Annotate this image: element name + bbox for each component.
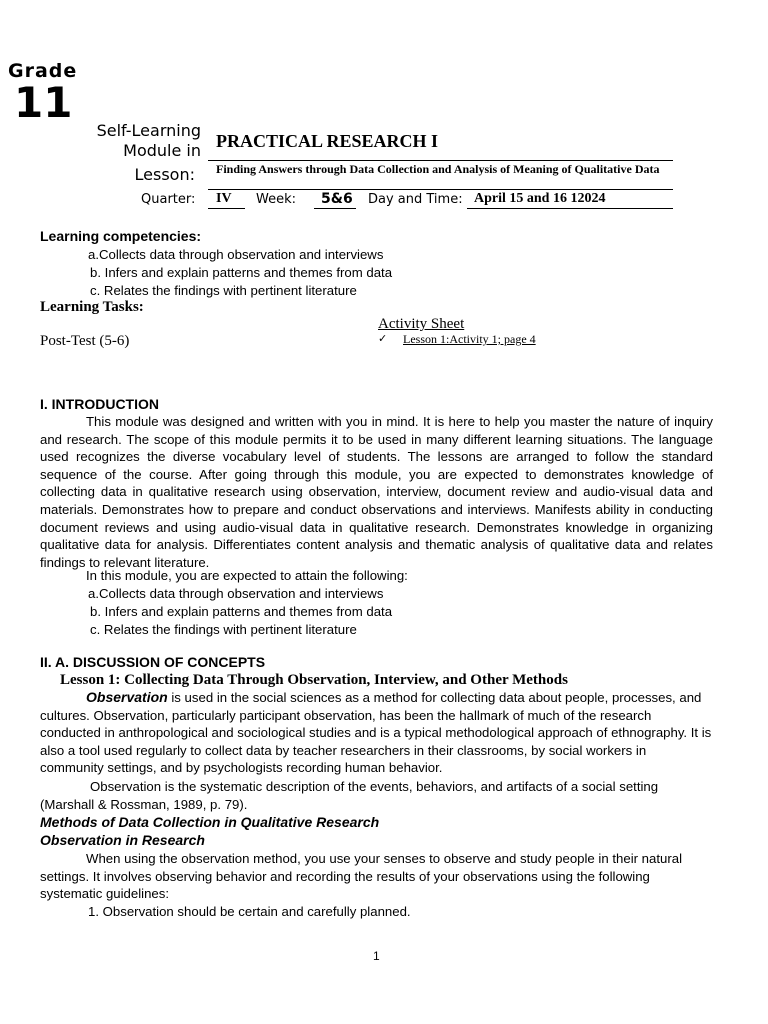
subject-title: PRACTICAL RESEARCH I	[216, 131, 439, 151]
intro-item: a.Collects data through observation and interviews	[88, 586, 384, 601]
activity-sheet-link[interactable]: Activity Sheet	[378, 316, 465, 332]
competency-item: a.Collects data through observation and interviews	[88, 247, 384, 262]
observation-term: Observation	[86, 689, 168, 705]
daytime-value: April 15 and 16 12024	[474, 191, 606, 206]
grade-label: Grade	[8, 60, 78, 82]
grade-number: 11	[14, 78, 73, 127]
discussion-heading: II. A. DISCUSSION OF CONCEPTS	[40, 654, 266, 670]
quarter-label: Quarter:	[141, 192, 196, 207]
intro-item: c. Relates the findings with pertinent literature	[90, 622, 357, 637]
competency-item: b. Infers and explain patterns and themes from data	[90, 265, 393, 280]
lesson-label: Lesson:	[134, 165, 195, 184]
methods-heading: Methods of Data Collection in Qualitative Research	[40, 814, 380, 830]
title-rule	[208, 160, 673, 161]
page-number: 1	[373, 949, 380, 963]
activity-item-link[interactable]: Lesson 1:Activity 1; page 4	[403, 332, 536, 346]
week-rule	[314, 208, 356, 209]
week-label: Week:	[256, 192, 296, 207]
lesson-rule	[208, 189, 673, 190]
expect-line: In this module, you are expected to attain the following:	[86, 568, 408, 583]
post-test-label: Post-Test (5-6)	[40, 333, 130, 349]
week-value: 5&6	[321, 191, 353, 207]
quarter-rule	[208, 208, 245, 209]
guideline-item: 1. Observation should be certain and carefully planned.	[88, 904, 411, 919]
observation-text: is used in the social sciences as a method for collecting data about people, processes, and cultures. Observation, particularly participant observation, has been the hallmark of much of the research conducted in anthropological and sociological studies and is a typical methodological approach of ethnography. It is also a tool used regularly to collect data by teacher researchers in their classrooms, by social workers in community settings, and by psychologists recording human behavior.	[40, 690, 712, 776]
tasks-heading: Learning Tasks:	[40, 299, 144, 315]
competencies-heading: Learning competencies:	[40, 228, 202, 244]
module-label-line2: Module in	[123, 141, 201, 160]
competency-item: c. Relates the findings with pertinent literature	[90, 283, 357, 298]
check-icon: ✓	[378, 332, 388, 345]
lesson-1-heading: Lesson 1: Collecting Data Through Observation, Interview, and Other Methods	[60, 672, 568, 688]
lesson-title: Finding Answers through Data Collection and Analysis of Meaning of Qualitative Data	[216, 162, 660, 176]
daytime-rule	[467, 208, 673, 209]
intro-item: b. Infers and explain patterns and themes from data	[90, 604, 393, 619]
daytime-label: Day and Time:	[368, 192, 463, 207]
observation-paragraph	[40, 689, 713, 777]
observation-definition: Observation is the systematic description of the events, behaviors, and artifacts of a social setting (Marshall & Rossman, 1989, p. 79).	[40, 779, 659, 812]
introduction-heading: I. INTRODUCTION	[40, 396, 159, 412]
module-label-line1: Self-Learning	[96, 121, 201, 140]
introduction-paragraph: This module was designed and written with you in mind. It is here to help you master the nature of inquiry and research. The scope of this module permits it to be used in many different learning situations. The language used recognizes the diverse vocabulary level of students. The lessons are arranged to follow the standard sequence of the course. After going through this module, you are expected to demonstrates knowledge of collecting data in qualitative research using observation, interview, document review and audio-visual data and materials. Demonstrates how to prepare and conduct observations and interviews. Manifests ability in conducting document reviews and using audio-visual data in qualitative research. Demonstrates knowledge in organizing qualitative data for analysis. Differentiates content analysis and thematic analysis of qualitative data and relates findings to relevant literature.	[40, 414, 713, 570]
method-paragraph: When using the observation method, you use your senses to observe and study people in their natural settings. It involves observing behavior and recording the results of your observations using the following systematic guidelines:	[40, 851, 683, 902]
observation-research-heading: Observation in Research	[40, 832, 205, 848]
quarter-value: IV	[216, 191, 232, 206]
